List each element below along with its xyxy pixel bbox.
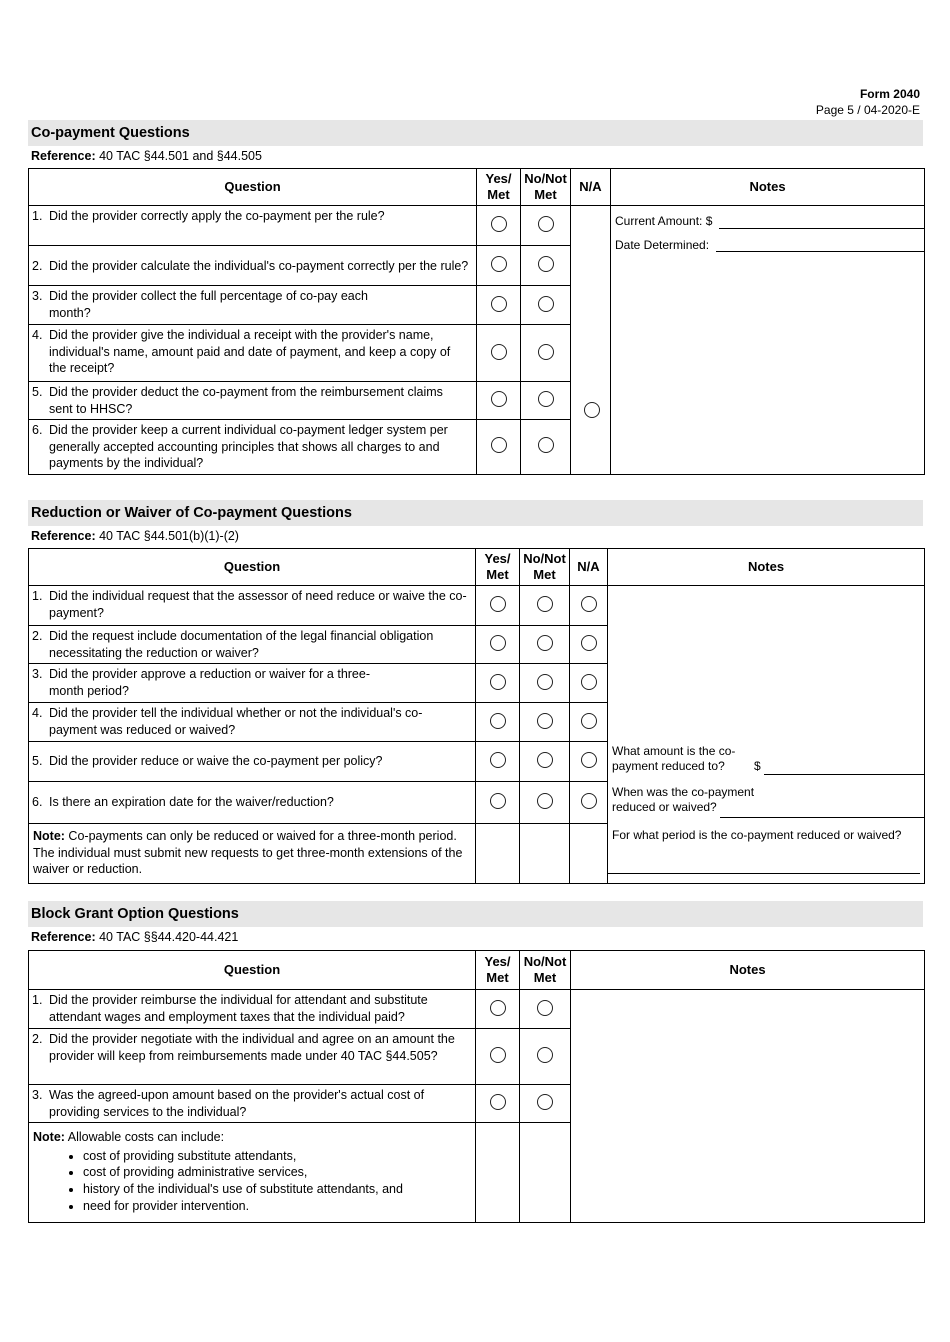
col-na: N/A bbox=[570, 549, 608, 586]
question-text: Did the provider tell the individual whether or not the individual's co-payment was reduced or waived? bbox=[49, 706, 423, 737]
question-number: 1. bbox=[32, 209, 43, 223]
question-number: 3. bbox=[32, 1088, 43, 1102]
reference-label: Reference: bbox=[31, 149, 96, 163]
col-question: Question bbox=[29, 169, 477, 206]
question-number: 3. bbox=[32, 289, 43, 303]
block-grant-notes-cell bbox=[571, 990, 925, 1223]
no-not-met-radio[interactable] bbox=[538, 344, 554, 360]
col-question: Question bbox=[29, 549, 476, 586]
yes-met-radio[interactable] bbox=[491, 437, 507, 453]
current-amount-field[interactable] bbox=[719, 228, 924, 229]
note-text: Co-payments can only be reduced or waived for a three-month period. The individual must submit new requests to get three-month extensions of the waiver or reduction. bbox=[33, 829, 463, 876]
question-number: 4. bbox=[32, 706, 43, 720]
note-label: Note: bbox=[33, 829, 65, 843]
question-text: Did the provider approve a reduction or waiver for a three-month period? bbox=[49, 667, 370, 698]
question-text: Did the provider deduct the co-payment from the reimbursement claims sent to HHSC? bbox=[49, 385, 443, 416]
yes-met-radio[interactable] bbox=[490, 674, 506, 690]
question-number: 3. bbox=[32, 667, 43, 681]
yes-met-radio[interactable] bbox=[490, 1000, 506, 1016]
date-determined-label: Date Determined: bbox=[615, 238, 710, 252]
na-radio[interactable] bbox=[581, 596, 597, 612]
dollar-sign: $ bbox=[754, 759, 761, 773]
question-text: Did the provider calculate the individual's co-payment correctly per the rule? bbox=[49, 259, 469, 273]
form-header bbox=[816, 86, 920, 118]
question-text: Is there an expiration date for the waiver/reduction? bbox=[49, 795, 334, 810]
col-notes: Notes bbox=[571, 951, 925, 990]
col-no-not-met: No/Not Met bbox=[520, 951, 571, 990]
page-number: Page 5 / 04-2020-E bbox=[815, 103, 920, 117]
reference-reduction-waiver bbox=[31, 529, 239, 543]
na-radio[interactable] bbox=[581, 752, 597, 768]
table-row bbox=[29, 586, 925, 626]
no-not-met-radio[interactable] bbox=[538, 296, 554, 312]
question-text: Did the provider reduce or waive the co-payment per policy? bbox=[49, 754, 383, 769]
yes-met-radio[interactable] bbox=[490, 752, 506, 768]
question-number: 1. bbox=[32, 993, 43, 1007]
col-yes-met: Yes/ Met bbox=[477, 169, 521, 206]
no-not-met-radio[interactable] bbox=[537, 635, 553, 651]
col-yes-met: Yes/ Met bbox=[476, 549, 520, 586]
question-number: 2. bbox=[32, 1032, 43, 1046]
section-title-block-grant: Block Grant Option Questions bbox=[28, 901, 923, 927]
yes-met-radio[interactable] bbox=[490, 596, 506, 612]
question-number: 5. bbox=[32, 385, 43, 399]
no-not-met-radio[interactable] bbox=[537, 1000, 553, 1016]
no-not-met-radio[interactable] bbox=[538, 391, 554, 407]
yes-met-radio[interactable] bbox=[490, 1094, 506, 1110]
yes-met-radio[interactable] bbox=[491, 344, 507, 360]
reference-block-grant bbox=[31, 930, 238, 944]
no-not-met-radio[interactable] bbox=[537, 1094, 553, 1110]
list-item: • history of the individual's use of substitute attendants, and bbox=[83, 1181, 471, 1198]
reference-text: 40 TAC §44.501 and §44.505 bbox=[95, 149, 262, 163]
question-text: Did the provider reimburse the individual for attendant and substitute attendant wages and employment taxes that the individual paid? bbox=[49, 993, 428, 1024]
no-not-met-radio[interactable] bbox=[537, 1047, 553, 1063]
yes-met-radio[interactable] bbox=[491, 391, 507, 407]
question-text: Did the provider collect the full percentage of co-pay each month? bbox=[49, 289, 368, 320]
yes-met-radio[interactable] bbox=[491, 256, 507, 272]
question-number: 6. bbox=[32, 423, 43, 437]
period-label: For what period is the co-payment reduced or waived? bbox=[612, 828, 902, 842]
na-radio[interactable] bbox=[584, 402, 600, 418]
na-radio[interactable] bbox=[581, 713, 597, 729]
reduction-waiver-table bbox=[28, 548, 925, 884]
no-not-met-radio[interactable] bbox=[537, 713, 553, 729]
no-not-met-radio[interactable] bbox=[538, 216, 554, 232]
reference-label: Reference: bbox=[31, 529, 96, 543]
question-number: 4. bbox=[32, 328, 43, 342]
copayment-table bbox=[28, 168, 925, 475]
reduction-note bbox=[29, 824, 476, 884]
amount-reduced-label: What amount is the co-payment reduced to? bbox=[612, 744, 736, 773]
na-radio[interactable] bbox=[581, 793, 597, 809]
question-number: 2. bbox=[32, 629, 43, 643]
no-not-met-radio[interactable] bbox=[538, 437, 554, 453]
yes-met-radio[interactable] bbox=[490, 635, 506, 651]
period-field[interactable] bbox=[608, 873, 920, 874]
col-notes: Notes bbox=[611, 169, 925, 206]
col-question: Question bbox=[29, 951, 476, 990]
note-text: Allowable costs can include: bbox=[64, 1130, 225, 1144]
table-row bbox=[29, 990, 925, 1029]
reduction-notes-cell bbox=[608, 586, 925, 884]
question-text: Did the request include documentation of the legal financial obligation necessitating the reduction or waiver? bbox=[49, 629, 434, 660]
yes-met-radio[interactable] bbox=[490, 1047, 506, 1063]
question-text: Did the provider give the individual a receipt with the provider's name, individual's name, amount paid and date of payment, and keep a copy of the receipt? bbox=[49, 328, 451, 375]
reference-text: 40 TAC §44.501(b)(1)-(2) bbox=[95, 529, 239, 543]
current-amount-label: Current Amount: $ bbox=[615, 214, 713, 228]
list-item: • cost of providing substitute attendants, bbox=[83, 1148, 471, 1165]
col-notes: Notes bbox=[608, 549, 925, 586]
na-radio[interactable] bbox=[581, 674, 597, 690]
list-item: • need for provider intervention. bbox=[83, 1198, 471, 1215]
question-text: Was the agreed-upon amount based on the provider's actual cost of providing services to the individual? bbox=[49, 1088, 425, 1119]
section-title-reduction-waiver: Reduction or Waiver of Co-payment Questions bbox=[28, 500, 923, 526]
no-not-met-radio[interactable] bbox=[538, 256, 554, 272]
reference-text: 40 TAC §§44.420-44.421 bbox=[95, 930, 239, 944]
no-not-met-radio[interactable] bbox=[537, 674, 553, 690]
col-yes-met: Yes/ Met bbox=[476, 951, 520, 990]
question-number: 6. bbox=[32, 795, 43, 810]
question-number: 1. bbox=[32, 589, 43, 603]
date-determined-field[interactable] bbox=[716, 251, 924, 252]
question-number: 2. bbox=[32, 259, 43, 273]
when-reduced-field[interactable] bbox=[720, 817, 924, 818]
yes-met-radio[interactable] bbox=[490, 793, 506, 809]
yes-met-radio[interactable] bbox=[491, 296, 507, 312]
block-grant-table bbox=[28, 950, 925, 1223]
col-no-not-met: No/Not Met bbox=[520, 549, 570, 586]
yes-met-radio[interactable] bbox=[491, 216, 507, 232]
form-number: Form 2040 bbox=[859, 87, 920, 101]
question-text: Did the provider negotiate with the individual and agree on an amount the provider will keep from reimbursements made under 40 TAC §44.505? bbox=[49, 1032, 455, 1063]
reference-copayment bbox=[31, 149, 262, 163]
block-grant-note bbox=[29, 1123, 476, 1223]
amount-reduced-field[interactable] bbox=[764, 774, 924, 775]
yes-met-radio[interactable] bbox=[490, 713, 506, 729]
no-not-met-radio[interactable] bbox=[537, 793, 553, 809]
question-text: Did the provider keep a current individual co-payment ledger system per generally accepted accounting principles that shows all charges to and payments by the individual? bbox=[49, 423, 448, 470]
col-na: N/A bbox=[571, 169, 611, 206]
col-no-not-met: No/Not Met bbox=[521, 169, 571, 206]
question-number: 5. bbox=[32, 754, 43, 769]
copayment-notes-cell bbox=[611, 206, 925, 475]
note-label: Note: bbox=[33, 1130, 65, 1144]
question-text: Did the individual request that the assessor of need reduce or waive the co-payment? bbox=[49, 589, 467, 620]
table-row bbox=[29, 206, 925, 246]
question-text: Did the provider correctly apply the co-payment per the rule? bbox=[49, 209, 385, 223]
section-title-copayment: Co-payment Questions bbox=[28, 120, 923, 146]
list-item: • cost of providing administrative services, bbox=[83, 1164, 471, 1181]
allowable-costs-list bbox=[33, 1148, 471, 1215]
na-radio[interactable] bbox=[581, 635, 597, 651]
when-reduced-label: When was the co-payment reduced or waived? bbox=[612, 785, 755, 814]
no-not-met-radio[interactable] bbox=[537, 752, 553, 768]
reference-label: Reference: bbox=[31, 930, 96, 944]
no-not-met-radio[interactable] bbox=[537, 596, 553, 612]
